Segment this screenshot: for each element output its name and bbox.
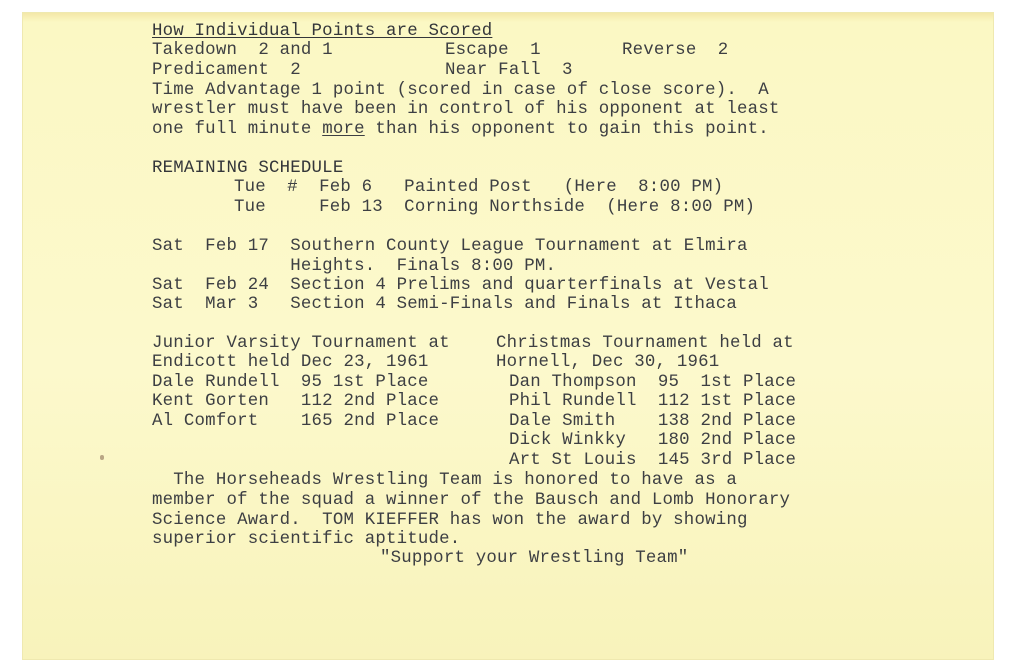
predicament-points: Predicament 2 (152, 61, 301, 80)
schedule-event-line-4: Sat Mar 3 Section 4 Semi-Finals and Finals at Ithaca (152, 295, 737, 314)
time-advantage-line-2: wrestler must have been in control of his opponent at least (152, 100, 780, 119)
schedule-home-line-1: Tue # Feb 6 Painted Post (Here 8:00 PM) (234, 178, 724, 197)
christmas-header-line-1: Christmas Tournament held at (496, 334, 794, 353)
time-advantage-text-post: than his opponent to gain this point. (364, 120, 769, 139)
christmas-result-row: Dale Smith 138 2nd Place (509, 412, 797, 431)
announcement-line-4: superior scientific aptitude. (152, 530, 461, 549)
underlined-word-more: more (322, 120, 365, 139)
schedule-event-line-1: Sat Feb 17 Southern County League Tournament at Elmira (152, 237, 748, 256)
escape-points: Escape 1 (445, 41, 541, 60)
reverse-points: Reverse 2 (622, 41, 729, 60)
christmas-result-row: Dan Thompson 95 1st Place (509, 373, 797, 392)
schedule-heading: REMAINING SCHEDULE (152, 159, 344, 178)
jv-result-row: Dale Rundell 95 1st Place (152, 373, 429, 392)
announcement-line-3: Science Award. TOM KIEFFER has won the award by showing (152, 511, 748, 530)
jv-result-row: Al Comfort 165 2nd Place (152, 412, 440, 431)
announcement-line-1: The Horseheads Wrestling Team is honored to have as a (152, 471, 737, 490)
time-advantage-line-3 (152, 120, 769, 140)
paper-speck (100, 455, 104, 460)
christmas-result-row: Art St Louis 145 3rd Place (509, 451, 797, 470)
jv-result-row: Kent Gorten 112 2nd Place (152, 392, 440, 411)
near-fall-points: Near Fall 3 (445, 61, 573, 80)
christmas-header-line-2: Hornell, Dec 30, 1961 (496, 353, 720, 372)
time-advantage-line-1: Time Advantage 1 point (scored in case of close score). A (152, 81, 769, 100)
slogan: "Support your Wrestling Team" (380, 549, 689, 568)
schedule-home-line-2: Tue Feb 13 Corning Northside (Here 8:00 PM) (234, 198, 756, 217)
jv-header-line-2: Endicott held Dec 23, 1961 (152, 353, 429, 372)
schedule-event-line-2: Heights. Finals 8:00 PM. (152, 257, 557, 276)
schedule-event-line-3: Sat Feb 24 Section 4 Prelims and quarterfinals at Vestal (152, 276, 769, 295)
jv-header-line-1: Junior Varsity Tournament at (152, 334, 450, 353)
scoring-heading: How Individual Points are Scored (152, 22, 493, 41)
christmas-result-row: Dick Winkky 180 2nd Place (509, 431, 797, 450)
christmas-result-row: Phil Rundell 112 1st Place (509, 392, 797, 411)
announcement-line-2: member of the squad a winner of the Bausch and Lomb Honorary (152, 491, 791, 510)
takedown-points: Takedown 2 and 1 (152, 41, 333, 60)
time-advantage-text-pre: one full minute (152, 120, 323, 139)
